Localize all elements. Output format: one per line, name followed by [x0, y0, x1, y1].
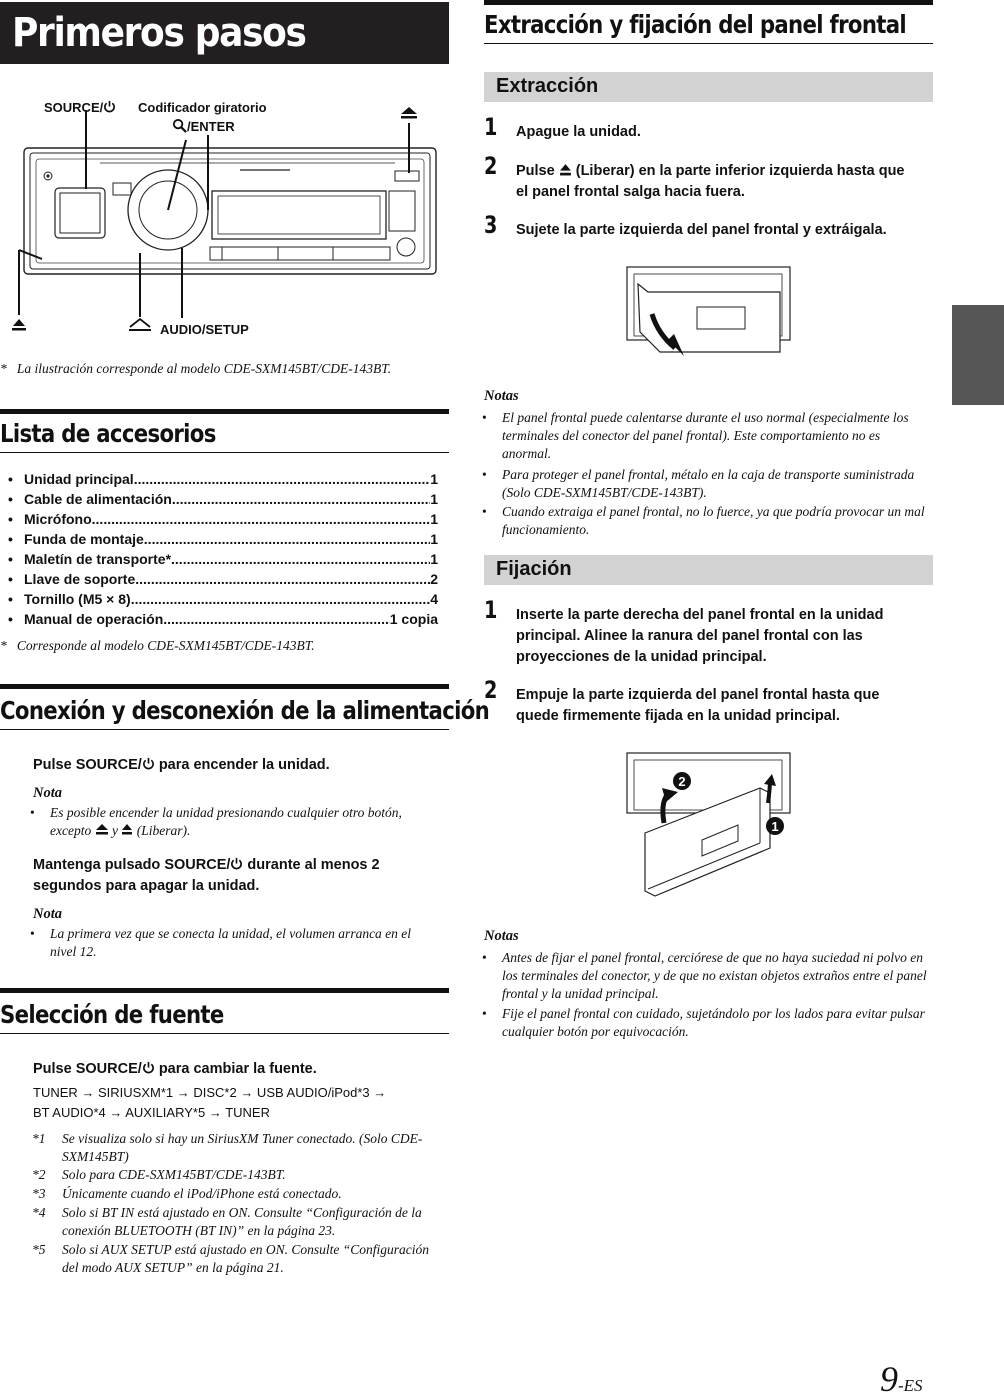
power-icon	[142, 757, 155, 770]
source-footnote: *1 Se visualiza solo si hay un SiriusXM Tuner conectado. (Solo CDE-SXM145BT)	[32, 1131, 423, 1164]
source-footnote: *5 Solo si AUX SETUP está ajustado en ON. Consulte “Configuración del modo AUX SETUP” en la página 21.	[32, 1242, 430, 1275]
release-icon	[121, 823, 133, 835]
source-sequence-line: BT AUDIO*4 → AUXILIARY*5 → TUNER	[33, 1105, 270, 1120]
power-heading: Conexión y desconexión de la alimentación	[0, 684, 449, 730]
source-heading: Selección de fuente	[0, 988, 449, 1034]
power-icon	[142, 1061, 155, 1074]
notes-label: Notas	[484, 928, 519, 944]
power-icon	[230, 857, 243, 870]
note-item: • Para proteger el panel frontal, métalo en la caja de transporte suministrada (Solo CDE-SXM145BT/CDE-143BT).	[482, 467, 915, 500]
note-item: • Antes de fijar el panel frontal, cerciórese de que no haya suciedad ni polvo en los terminales del conector, y de que no existan objetos extraños entre el panel frontal y la unidad principal.	[482, 950, 927, 1001]
extraction-subheading: Extracción	[484, 72, 933, 102]
step-number: 2	[484, 676, 498, 704]
power-note-2: • La primera vez que se conecta la unidad, el volumen arranca en el nivel 12.	[30, 926, 412, 959]
note-item: • Cuando extraiga el panel frontal, no lo fuerce, ya que podría provocar un mal funcionamiento.	[482, 504, 925, 537]
eject-icon	[401, 107, 417, 119]
fixing-illustration	[620, 748, 800, 903]
step-text: Empuje la parte izquierda del panel frontal hasta que quede firmemente fijada en la unidad principal.	[516, 687, 880, 724]
step-text: Inserte la parte derecha del panel frontal en la unidad principal. Alinee la ranura del panel frontal con las proyecciones de la unidad principal.	[516, 607, 884, 665]
note-label: Nota	[33, 785, 62, 801]
accessories-heading: Lista de accesorios	[0, 409, 449, 453]
accessory-item: • Manual de operación ..... 1 copia	[8, 611, 438, 631]
source-label: SOURCE/	[44, 100, 116, 115]
note-item: • Fije el panel frontal con cuidado, sujetándolo por los lados para evitar pulsar cualquier botón por equivocación.	[482, 1006, 925, 1039]
step-number: 3	[484, 211, 498, 239]
svg-text:1: 1	[771, 819, 779, 834]
page-title-banner	[0, 2, 449, 64]
page-number: 9-ES	[880, 1359, 923, 1399]
panel-heading: Extracción y fijación del panel frontal	[484, 0, 933, 44]
source-sequence	[33, 1083, 386, 1123]
accessory-footnote: * Corresponde al modelo CDE-SXM145BT/CDE-143BT.	[0, 638, 315, 653]
step-text: Sujete la parte izquierda del panel frontal y extráigala.	[516, 222, 887, 238]
fixing-subheading: Fijación	[484, 555, 933, 585]
encoder-label: Codificador giratorio	[138, 100, 267, 115]
audio-setup-label: AUDIO/SETUP	[160, 322, 249, 337]
source-sequence-line: TUNER → SIRIUSXM*1 → DISC*2 → USB AUDIO/iPod*3 →	[33, 1085, 387, 1100]
head-unit-illustration	[0, 95, 449, 345]
note-label: Nota	[33, 906, 62, 922]
accessory-item: • Funda de montaje ..... 1	[8, 531, 438, 551]
illustration-footnote: * La ilustración corresponde al modelo CDE-SXM145BT/CDE-143BT.	[0, 361, 392, 376]
enter-label: /ENTER	[172, 118, 235, 134]
source-footnote: *3 Únicamente cuando el iPod/iPhone está conectado.	[32, 1186, 342, 1201]
power-note: • Es posible encender la unidad presionando cualquier otro botón, excepto y (Liberar).	[30, 805, 402, 838]
extraction-illustration	[620, 262, 800, 364]
step-badge-2	[673, 772, 691, 790]
eject-icon	[95, 823, 109, 835]
step-number: 1	[484, 596, 498, 624]
accessory-item: • Unidad principal ..... 1	[8, 471, 438, 491]
audio-eject-icon	[129, 319, 151, 331]
step-text: Apague la unidad.	[516, 124, 641, 140]
power-off-instruction: Mantenga pulsado SOURCE/ durante al menos 2 segundos para apagar la unidad.	[33, 857, 380, 894]
section-tab	[952, 305, 1004, 405]
accessory-item: • Maletín de transporte* ..... 1	[8, 551, 438, 571]
accessory-item: • Cable de alimentación ..... 1	[8, 491, 438, 511]
release-icon	[559, 163, 572, 176]
note-item: • El panel frontal puede calentarse durante el uso normal (especialmente los terminales del conector del panel frontal). Este comportamiento no es anormal.	[482, 410, 909, 461]
step-badge-1	[766, 817, 784, 835]
accessory-item: • Llave de soporte ..... 2	[8, 571, 438, 591]
source-footnote: *2 Solo para CDE-SXM145BT/CDE-143BT.	[32, 1167, 286, 1182]
step-number: 2	[484, 152, 498, 180]
step-text: Pulse (Liberar) en la parte inferior izquierda hasta que el panel frontal salga hacia fuera.	[516, 163, 905, 200]
accessory-item: • Tornillo (M5 × 8) ..... 4	[8, 591, 438, 611]
release-icon	[12, 319, 26, 331]
page-title: Primeros pasos	[12, 10, 306, 56]
source-instruction: Pulse SOURCE/ para cambiar la fuente.	[33, 1061, 317, 1077]
svg-text:2: 2	[678, 774, 686, 789]
step-number: 1	[484, 113, 498, 141]
source-footnote: *4 Solo si BT IN está ajustado en ON. Consulte “Configuración de la conexión BLUETOOTH (BT IN)” en la página 23.	[32, 1205, 422, 1238]
accessory-item: • Micrófono ..... 1	[8, 511, 438, 531]
power-on-instruction: Pulse SOURCE/ para encender la unidad.	[33, 757, 330, 773]
notes-label: Notas	[484, 388, 519, 404]
